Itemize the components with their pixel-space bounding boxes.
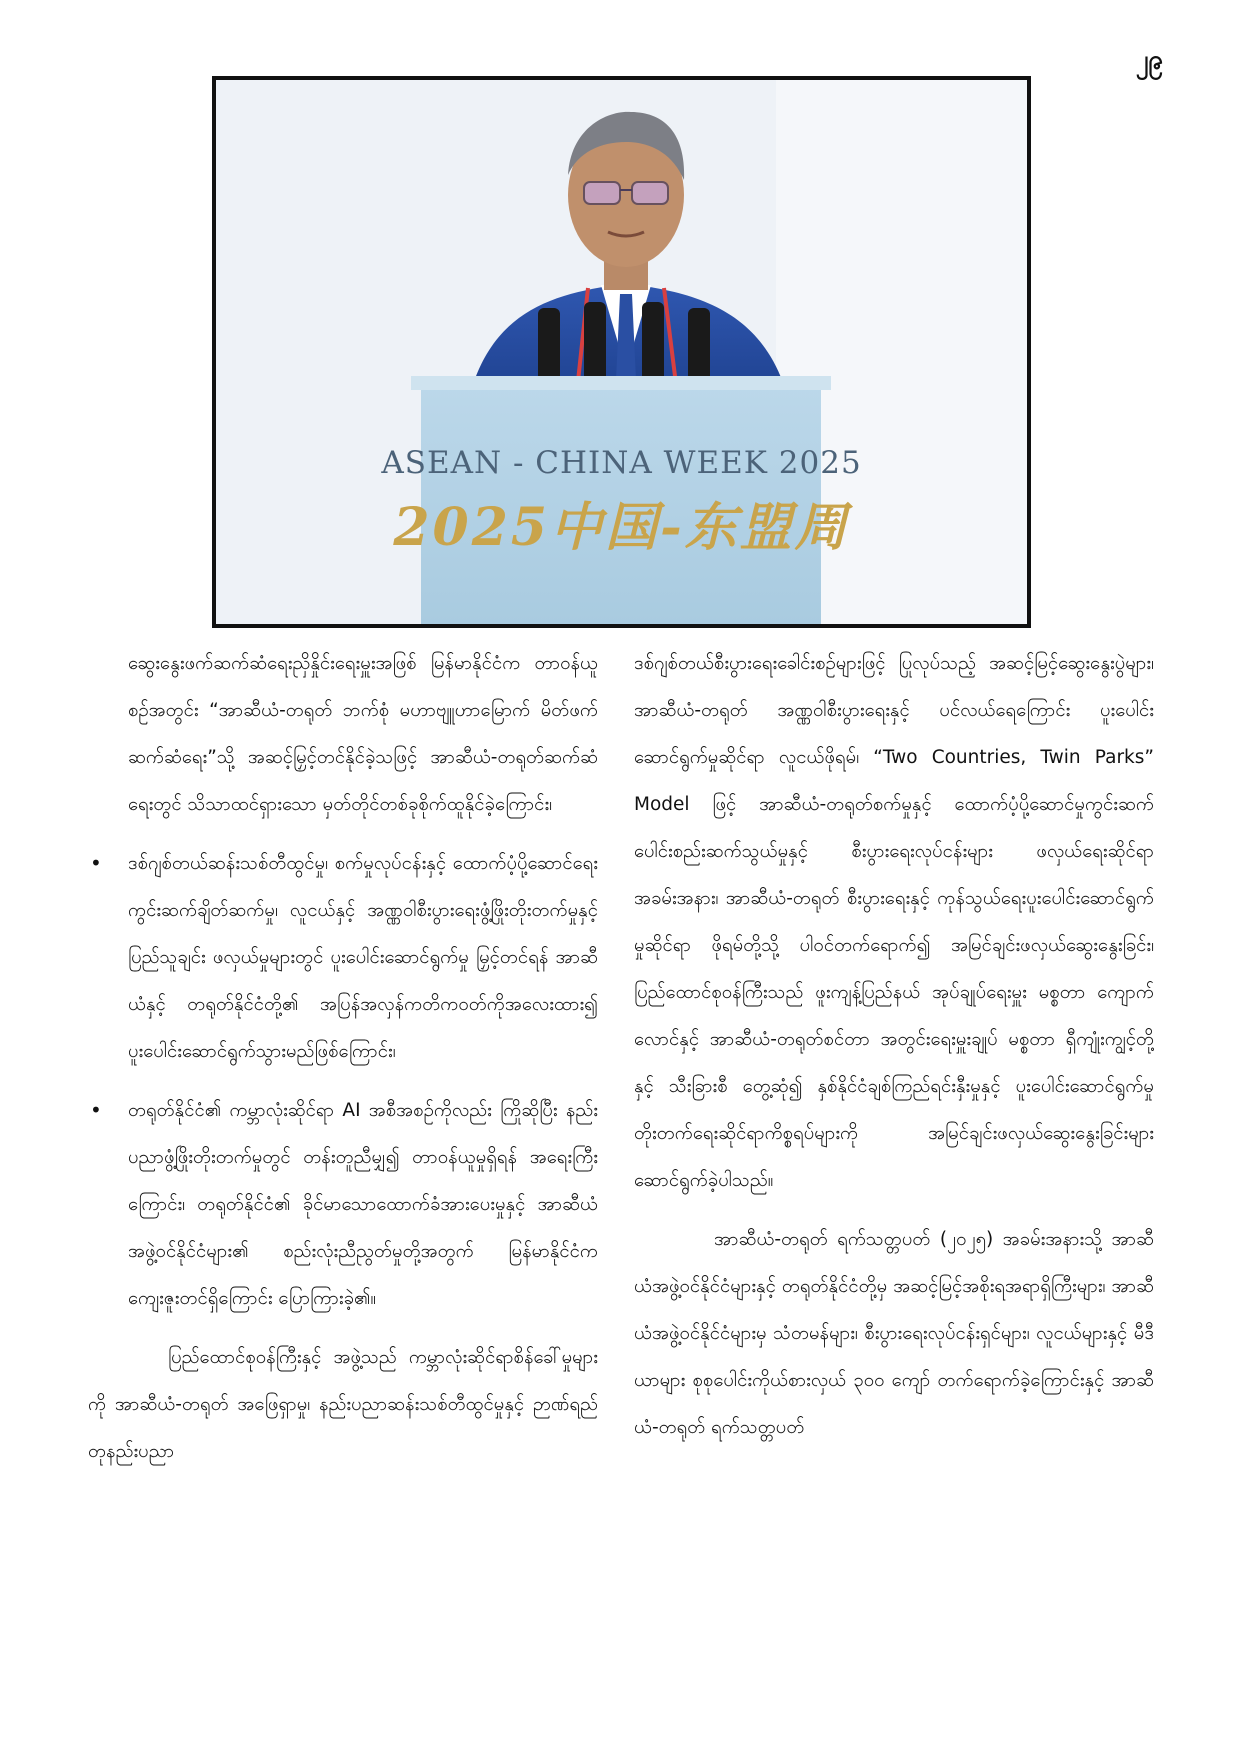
podium-banner-chinese: 2025中国-东盟周 [393,497,850,558]
right-body-paragraph-2: အာဆီယံ-တရုတ် ရက်သတ္တပတ် (၂၀၂၅) အခမ်းအနားသို့ အာဆီယံအဖွဲ့ဝင်နိုင်ငံများနှင့် တရုတ်နိုင်ငံတို့မှ အဆင့်မြင့်အစိုးရအရာရှိကြီးများ၊ အာဆီယံအဖွဲ့ဝင်နိုင်ငံများမှ သံတမန်များ၊ စီးပွားရေးလုပ်ငန်းရှင်များ၊ လူငယ်များနှင့် မီဒီယာများ စုစုပေါင်းကိုယ်စားလှယ် ၃၀၀ ကျော် တက်ရောက်ခဲ့ကြောင်းနှင့် အာဆီယံ-တရုတ် ရက်သတ္တပတ် [634,1229,1154,1438]
bullet-text: တရုတ်နိုင်ငံ၏ ကမ္ဘာလုံးဆိုင်ရာ AI အစီအစဉ်ကိုလည်း ကြိုဆိုပြီး နည်းပညာဖွံ့ဖြိုးတိုးတက်မှုတွင် တန်းတူညီမျှ၍ တာဝန်ယူမှုရှိရန် အရေးကြီးကြောင်း၊ တရုတ်နိုင်ငံ၏ ခိုင်မာသောထောက်ခံအားပေးမှုနှင့် အာဆီယံအဖွဲ့ဝင်နိုင်ငံများ၏ စည်းလုံးညီညွတ်မှုတို့အတွက် မြန်မာနိုင်ငံက ကျေးဇူးတင်ရှိကြောင်း ပြောကြားခဲ့၏။ [128,1100,598,1309]
left-body-paragraph: ပြည်ထောင်စုဝန်ကြီးနှင့် အဖွဲ့သည် ကမ္ဘာလုံးဆိုင်ရာစိန်ခေါ်မှုများကို အာဆီယံ-တရုတ် အဖြေရှာမှု၊ နည်းပညာဆန်းသစ်တီထွင်မှုနှင့် ဉာဏ်ရည်တုနည်းပညာ [88,1347,598,1462]
page-number: ၂၉ [1135,45,1163,75]
podium-banner-english: ASEAN - CHINA WEEK 2025 [381,445,862,481]
bullet-item [88,1087,598,1322]
bullet-dot-icon: • [90,851,102,875]
bullet-text: ဒစ်ဂျစ်တယ်ဆန်းသစ်တီထွင်မှု၊ စက်မှုလုပ်ငန်းနှင့် ထောက်ပံ့ပို့ဆောင်ရေးကွင်းဆက်ချိတ်ဆက်မှု၊ လူငယ်နှင့် အဏ္ဏဝါစီးပွားရေးဖွံ့ဖြိုးတိုးတက်မှုနှင့် ပြည်သူချင်း ဖလှယ်မှုများတွင် ပူးပေါင်းဆောင်ရွက်မှု မြှင့်တင်ရန် အာဆီယံနှင့် တရုတ်နိုင်ငံတို့၏ အပြန်အလှန်ကတိကဝတ်ကိုအလေးထား၍ ပူးပေါင်းဆောင်ရွက်သွားမည်ဖြစ်ကြောင်း၊ [128,853,598,1062]
speaker-photo [212,76,1031,628]
left-column [88,640,598,1475]
right-body-paragraph: ဒစ်ဂျစ်တယ်စီးပွားရေးခေါင်းစဉ်များဖြင့် ပြုလုပ်သည့် အဆင့်မြင့်ဆွေးနွေးပွဲများ၊ အာဆီယံ-တရုတ် အဏ္ဏဝါစီးပွားရေးနှင့် ပင်လယ်ရေကြောင်း ပူးပေါင်းဆောင်ရွက်မှုဆိုင်ရာ လူငယ်ဖိုရမ်၊ “Two Countries, Twin Parks” Model ဖြင့် အာဆီယံ-တရုတ်စက်မှုနှင့် ထောက်ပံ့ပို့ဆောင်မှုကွင်းဆက်ပေါင်းစည်းဆက်သွယ်မှုနှင့် စီးပွားရေးလုပ်ငန်းများ ဖလှယ်ရေးဆိုင်ရာအခမ်းအနား၊ အာဆီယံ-တရုတ် စီးပွားရေးနှင့် ကုန်သွယ်ရေးပူးပေါင်းဆောင်ရွက်မှုဆိုင်ရာ ဖိုရမ်တို့သို့ ပါဝင်တက်ရောက်၍ အမြင်ချင်းဖလှယ်ဆွေးနွေးခြင်း၊ ပြည်ထောင်စုဝန်ကြီးသည် ဖူးကျန့်ပြည်နယ် အုပ်ချုပ်ရေးမှူး မစ္စတာ ကျောက်လောင်နှင့် အာဆီယံ-တရုတ်စင်တာ အတွင်းရေးမှူးချုပ် မစ္စတာ ရှီကျုံးကျွင့်တို့နှင့် သီးခြားစီ တွေ့ဆုံ၍ နှစ်နိုင်ငံချစ်ကြည်ရင်းနှီးမှုနှင့် ပူးပေါင်းဆောင်ရွက်မှု တိုးတက်ရေးဆိုင်ရာကိစ္စရပ်များကို အမြင်ချင်းဖလှယ်ဆွေးနွေးခြင်းများ ဆောင်ရွက်ခဲ့ပါသည်။ [634,653,1154,1191]
bullet-dot-icon: • [90,1098,102,1122]
left-intro-paragraph: ဆွေးနွေးဖက်ဆက်ဆံရေးညှိနှိုင်းရေးမှူးအဖြစ် မြန်မာနိုင်ငံက တာဝန်ယူစဉ်အတွင်း “အာဆီယံ-တရုတ် ဘက်စုံ မဟာဗျူဟာမြောက် မိတ်ဖက်ဆက်ဆံရေး”သို့ အဆင့်မြှင့်တင်နိုင်ခဲ့သဖြင့် အာဆီယံ-တရုတ်ဆက်ဆံရေးတွင် သိသာထင်ရှားသော မှတ်တိုင်တစ်ခုစိုက်ထူနိုင်ခဲ့ကြောင်း၊ [128,653,598,815]
right-column [634,640,1154,1451]
bullet-item [88,840,598,1075]
